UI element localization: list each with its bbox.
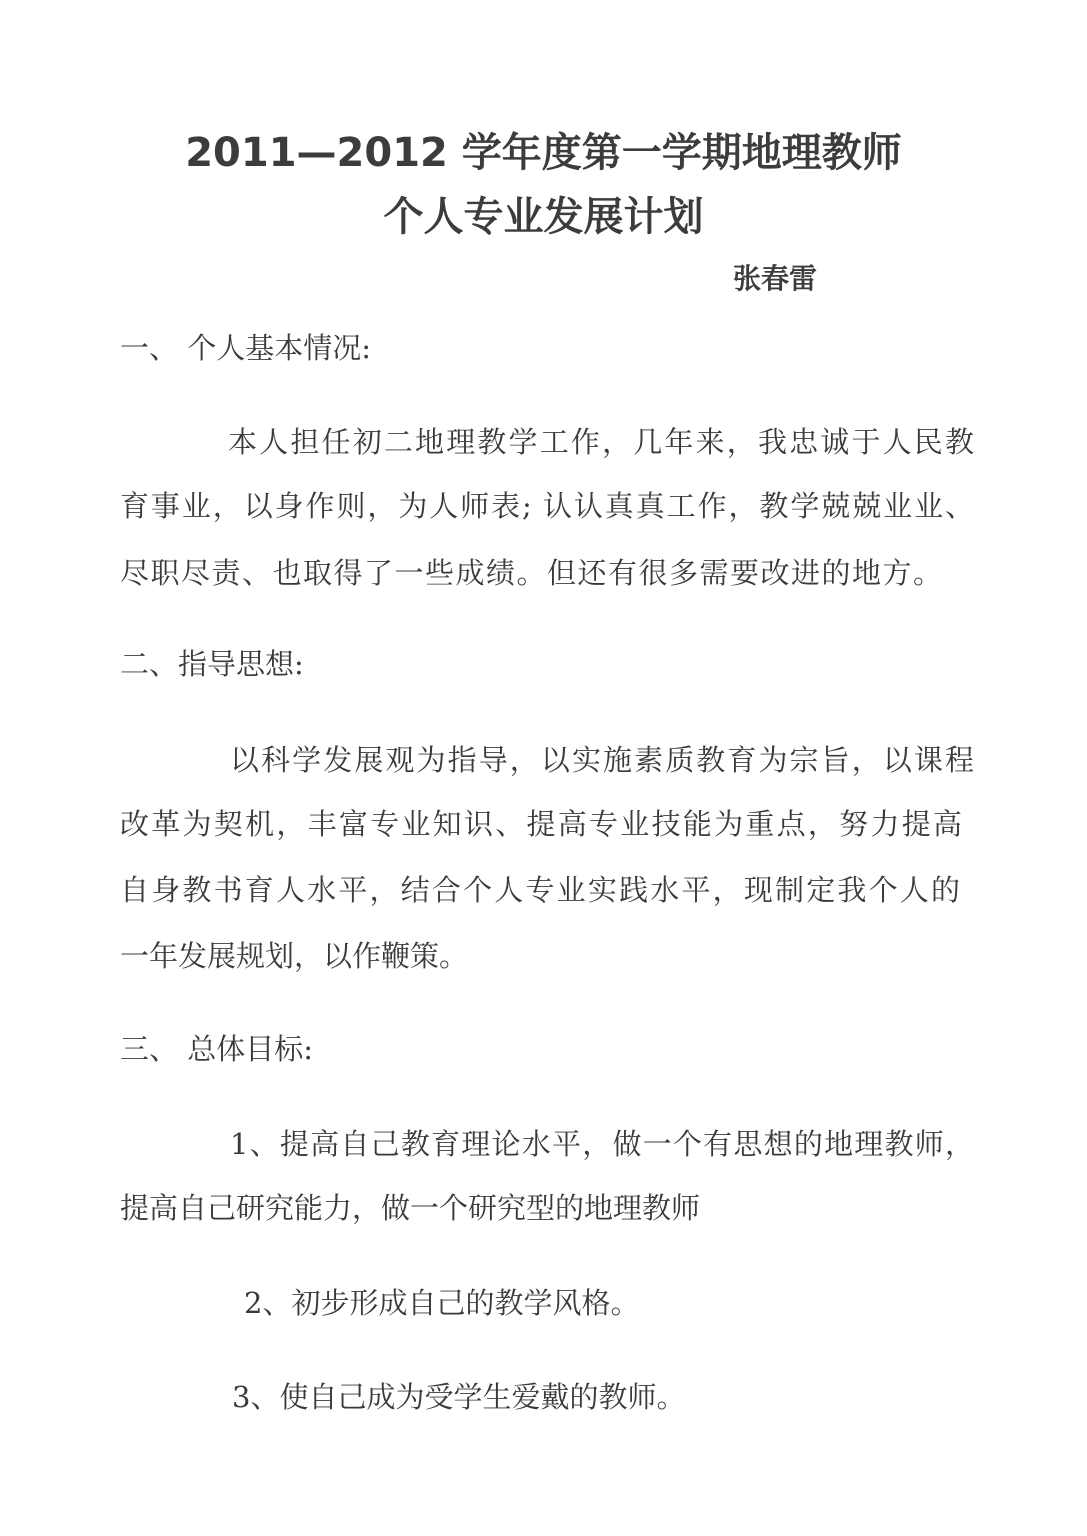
document-title-line-1: 2011—2012 学年度第一学期地理教师 (185, 130, 902, 176)
goal-2: 2、初步形成自己的教学风格。 (244, 1286, 640, 1320)
section-2-paragraph-line-2: 改革为契机，丰富专业知识、提高专业技能为重点，努力提高 (120, 807, 962, 841)
section-1-heading: 一、 个人基本情况: (120, 331, 371, 365)
author-name: 张春雷 (733, 262, 818, 295)
goal-3: 3、使自己成为受学生爱戴的教师。 (232, 1380, 686, 1414)
section-1-paragraph-line-1: 本人担任初二地理教学工作，几年来，我忠诚于人民教 (228, 425, 974, 459)
section-1-paragraph-line-2: 育事业，以身作则，为人师表; 认认真真工作，教学兢兢业业、 (120, 489, 974, 523)
section-2-paragraph-line-1: 以科学发展观为指导，以实施素质教育为宗旨，以课程 (230, 743, 974, 777)
goal-1-line-1: 1、提高自己教育理论水平，做一个有思想的地理教师， (230, 1127, 974, 1161)
section-1-paragraph-line-3: 尽职尽责、也取得了一些成绩。但还有很多需要改进的地方。 (120, 556, 942, 590)
section-2-heading: 二、指导思想: (120, 647, 304, 681)
section-3-heading: 三、 总体目标: (120, 1032, 313, 1066)
section-2-paragraph-line-4: 一年发展规划，以作鞭策。 (120, 939, 469, 973)
goal-1-line-2: 提高自己研究能力，做一个研究型的地理教师 (120, 1191, 701, 1225)
section-2-paragraph-line-3: 自身教书育人水平，结合个人专业实践水平，现制定我个人的 (120, 873, 960, 907)
document-title-line-2: 个人专业发展计划 (383, 194, 704, 240)
